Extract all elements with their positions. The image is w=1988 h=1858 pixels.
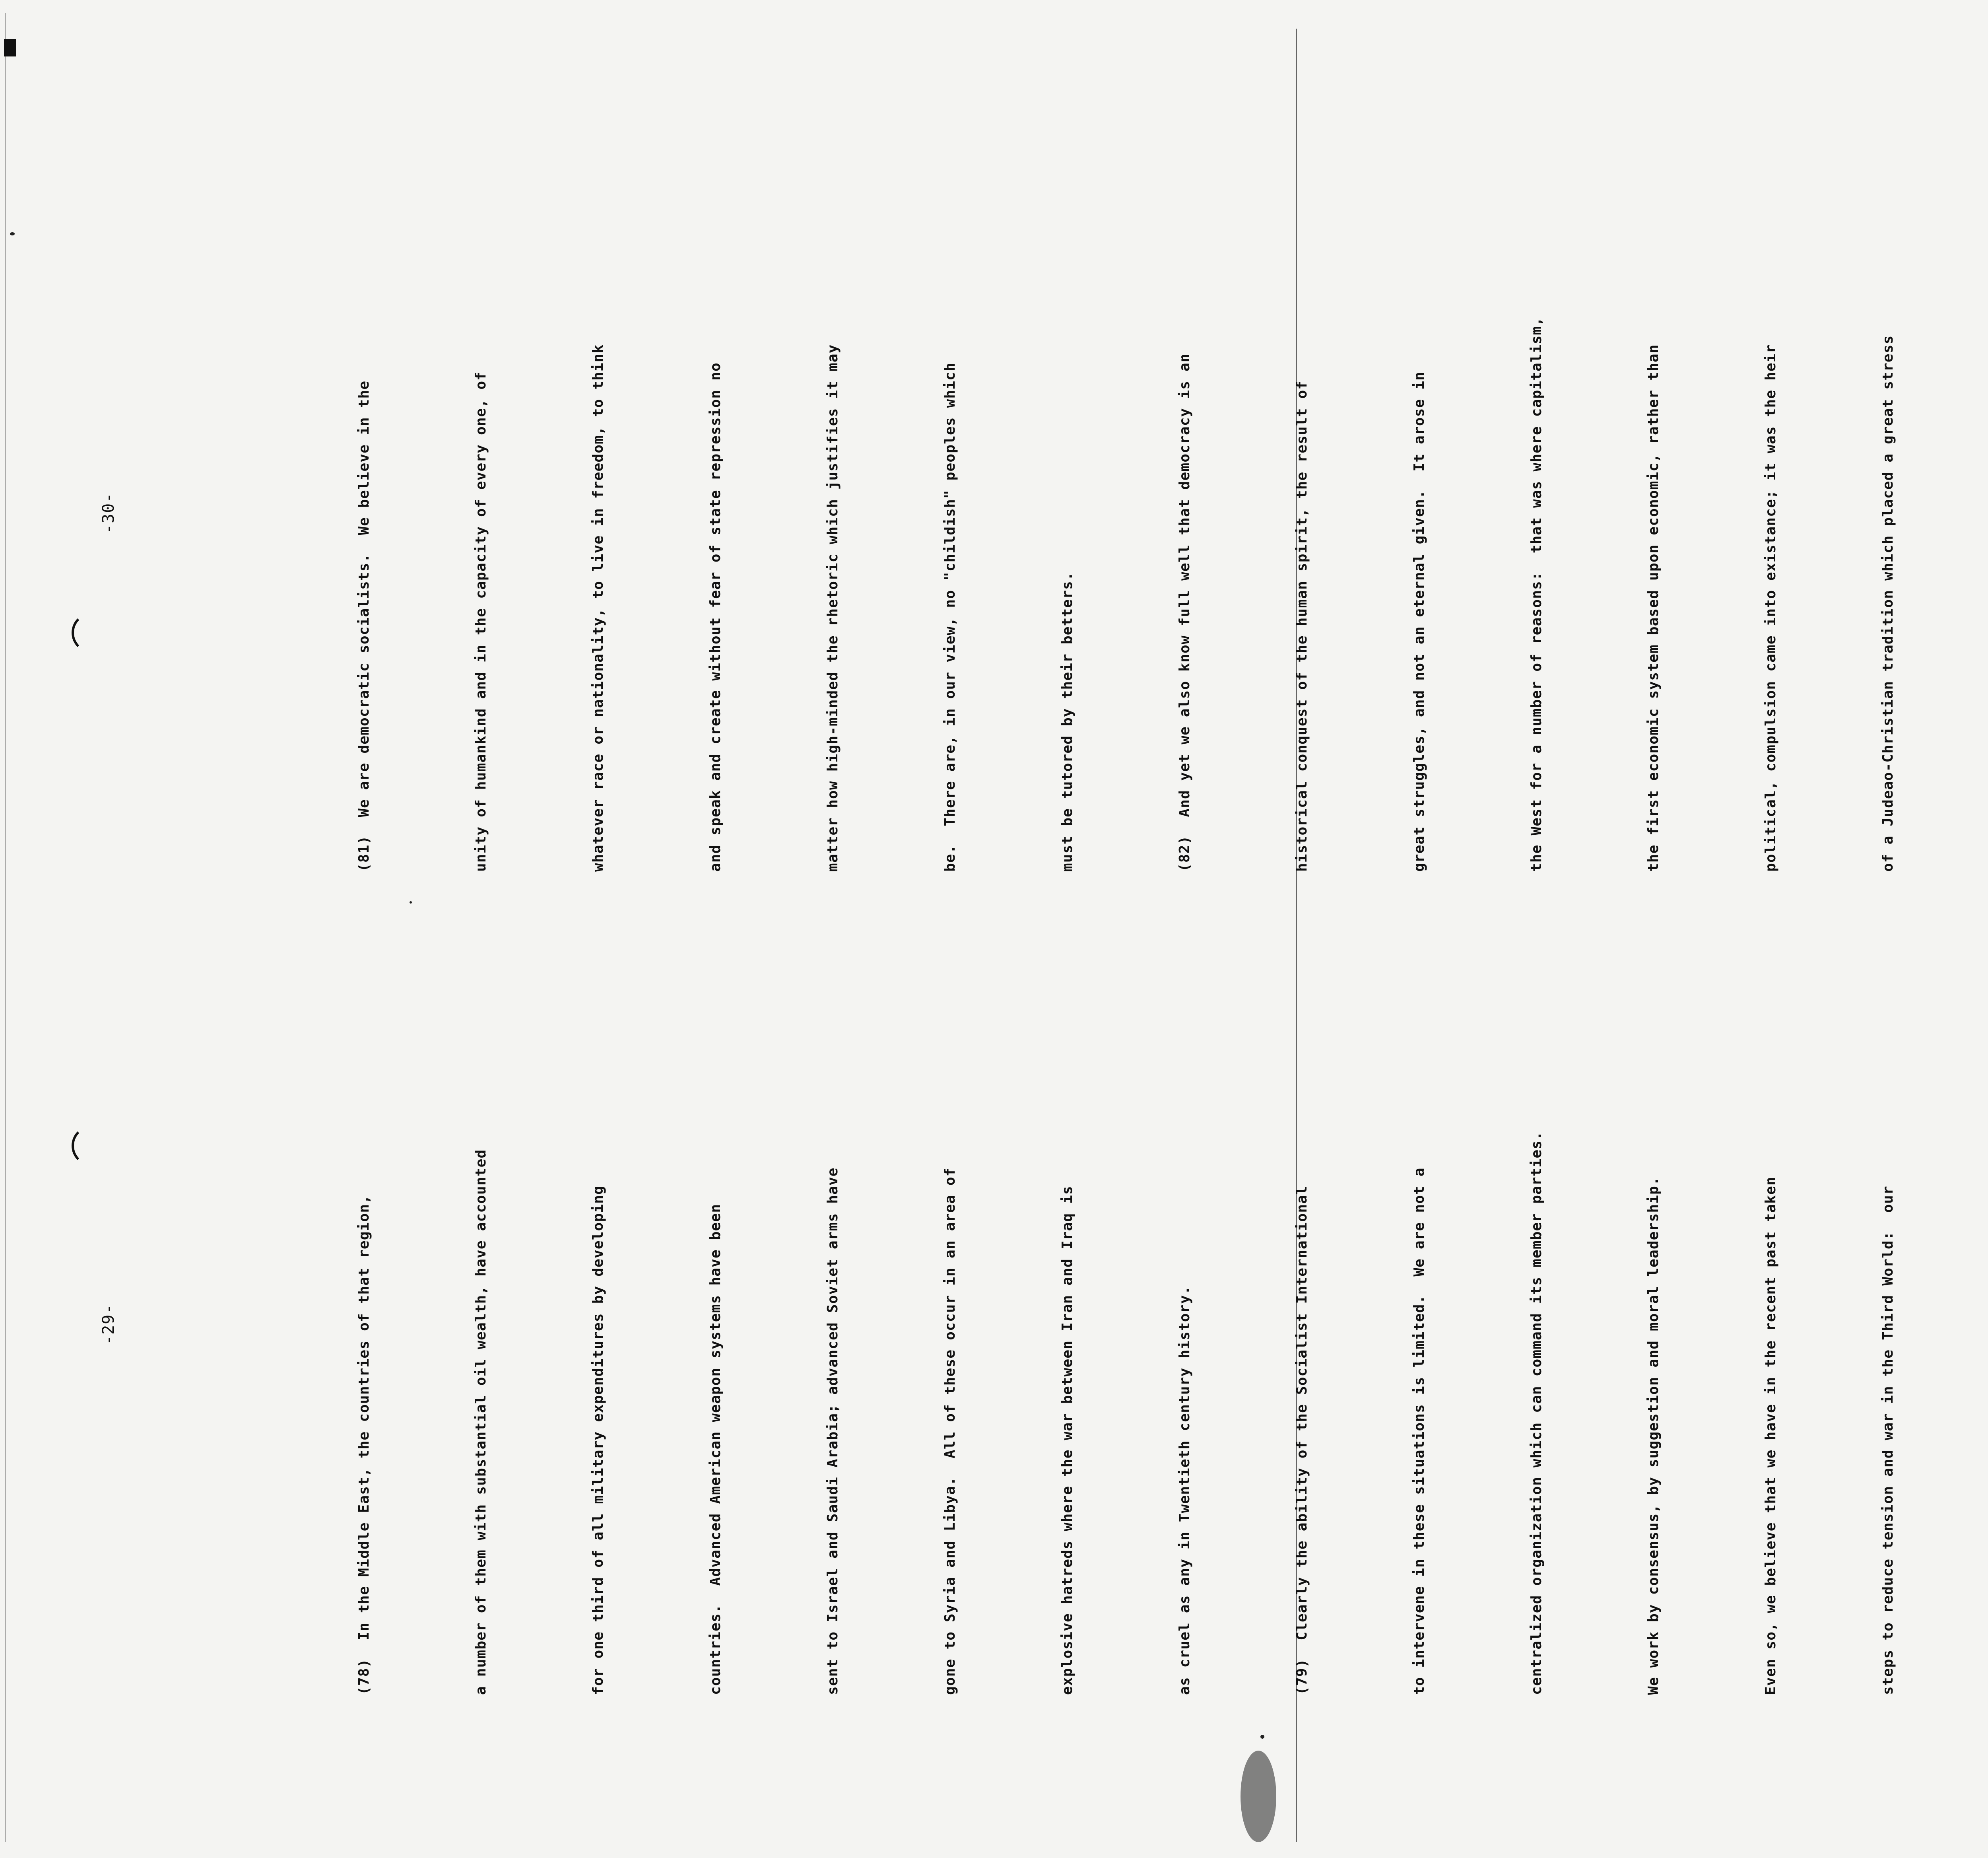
text-line: must be tutored by their betters. xyxy=(1059,571,1076,872)
text-line: unity of humankind and in the capacity of every one, of xyxy=(473,371,489,872)
text-line: as cruel as any in Twentieth century history. xyxy=(1176,1285,1193,1695)
scan-speck xyxy=(1260,1735,1264,1739)
text-line: historical conquest of the human spirit, the result of xyxy=(1293,380,1310,872)
page-number-right: -30- xyxy=(99,492,118,534)
text-line xyxy=(1986,76,1988,872)
text-line: the West for a number of reasons: that was where capitalism, xyxy=(1528,317,1545,872)
text-line: (82) And yet we also know full well that democracy is an xyxy=(1176,353,1193,872)
text-line: and speak and create without fear of state repression no xyxy=(707,362,724,872)
text-line: centralized organization which can command its member parties. xyxy=(1528,1131,1545,1695)
text-line: the first economic system based upon economic, rather than xyxy=(1645,344,1662,872)
text-line: countries. Advanced American weapon systems have been xyxy=(707,1203,724,1695)
text-line: (79) Clearly the ability of the Socialist International xyxy=(1293,1186,1310,1695)
page-left-text xyxy=(266,900,1988,1695)
binder-hole-mark xyxy=(72,612,98,653)
text-line: Even so, we believe that we have in the recent past taken xyxy=(1763,1176,1779,1695)
text-line: sent to Israel and Saudi Arabia; advanced Soviet arms have xyxy=(825,1167,841,1695)
text-line: to intervene in these situations is limited. We are not a xyxy=(1411,1167,1427,1695)
binder-hole-mark xyxy=(72,1125,98,1166)
text-line: steps to reduce tension and war in the Third World: our xyxy=(1880,1186,1897,1695)
text-line: political, compulsion came into existance; it was the heir xyxy=(1763,344,1779,872)
text-line: be. There are, in our view, no "childish" peoples which xyxy=(942,362,959,872)
page-number-left: -29- xyxy=(99,1303,118,1345)
text-line: matter how high-minded the rhetoric which justifies it may xyxy=(825,344,841,872)
page-right-text xyxy=(266,76,1988,872)
scan-smudge xyxy=(1241,1751,1276,1842)
text-line: great struggles, and not an eternal given. It arose in xyxy=(1411,371,1427,872)
scan-speck xyxy=(410,901,412,904)
text-line: explosive hatreds where the war between Iran and Iraq is xyxy=(1059,1186,1076,1695)
text-line: We work by consensus, by suggestion and moral leadership. xyxy=(1645,1176,1662,1695)
text-line: whatever race or nationality, to live in freedom, to think xyxy=(590,344,607,872)
scan-corner-mark xyxy=(4,39,16,56)
text-line: (81) We are democratic socialists. We believe in the xyxy=(355,380,372,872)
text-line: of a Judeao-Christian tradition which placed a great stress xyxy=(1880,335,1897,872)
scan-speck xyxy=(10,232,15,235)
text-line: a number of them with substantial oil wealth, have accounted xyxy=(473,1149,489,1695)
text-line: (78) In the Middle East, the countries of that region, xyxy=(355,1194,372,1695)
text-line: for one third of all military expenditures by developing xyxy=(590,1186,607,1695)
text-line: gone to Syria and Libya. All of these occur in an area of xyxy=(942,1167,959,1695)
top-edge-line xyxy=(5,13,6,1842)
text-line xyxy=(1986,900,1988,1695)
